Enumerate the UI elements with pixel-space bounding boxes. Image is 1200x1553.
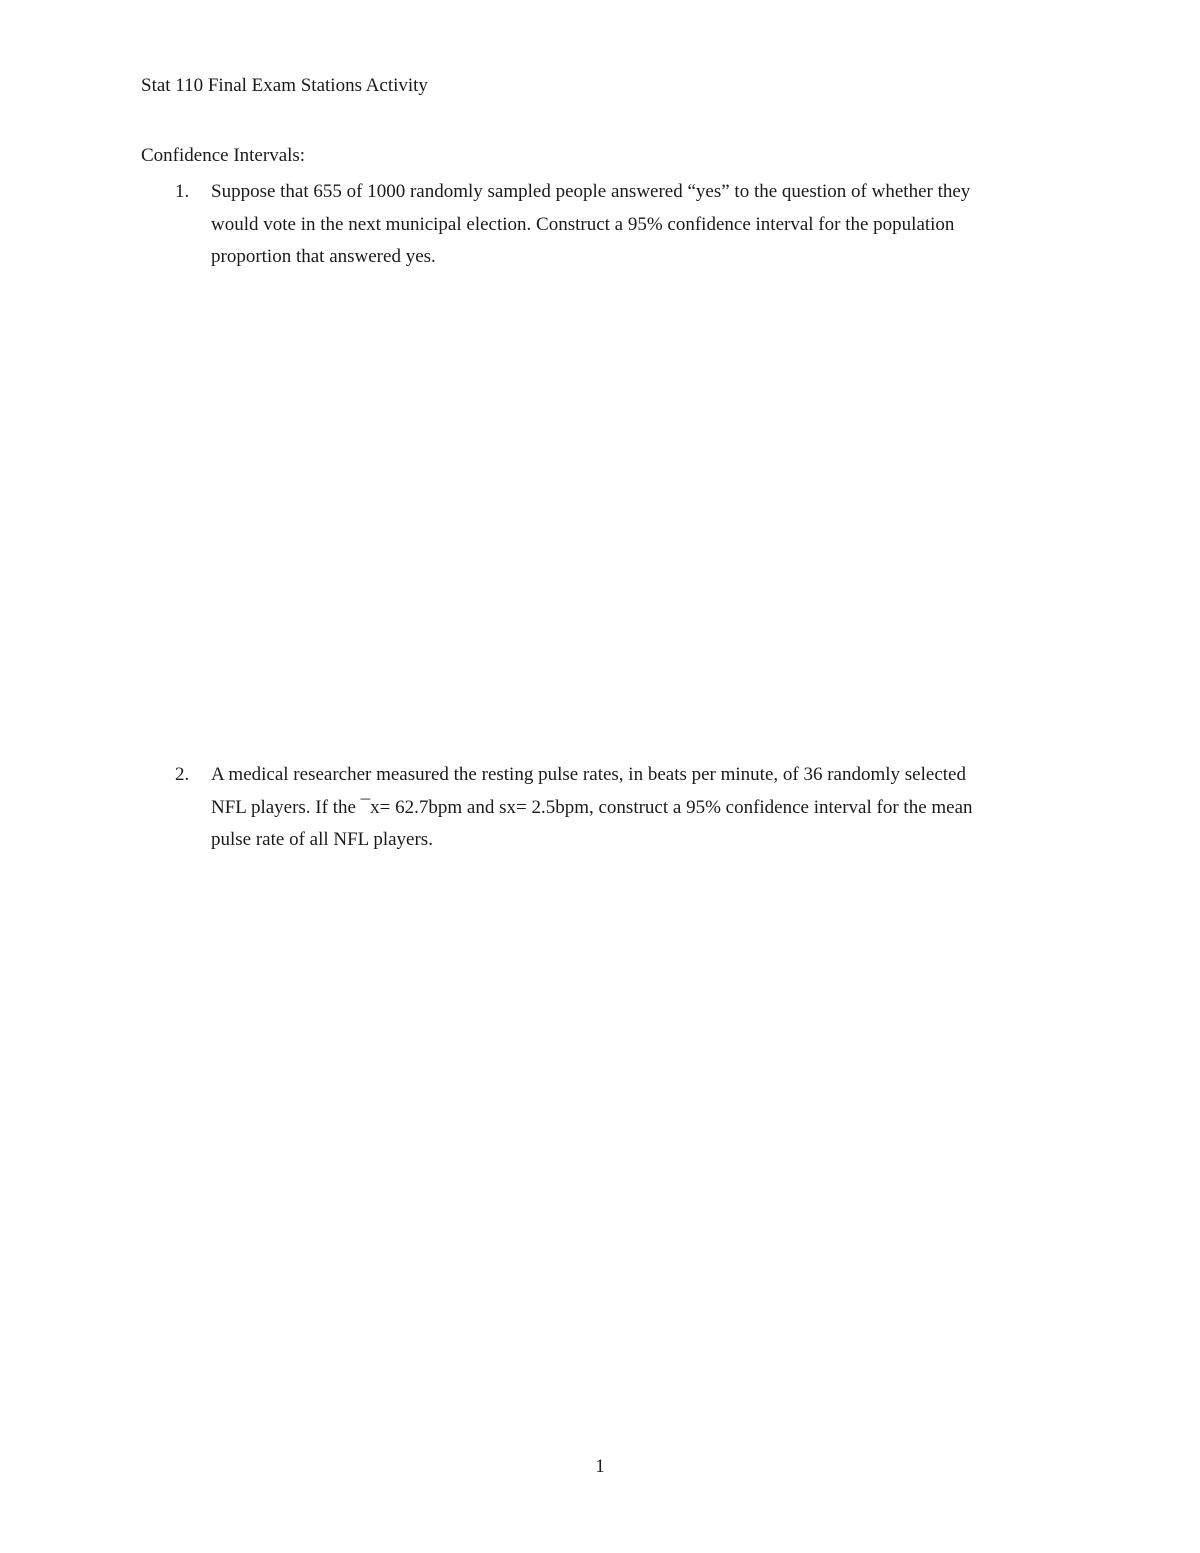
section-heading: Confidence Intervals: bbox=[141, 145, 306, 166]
question-line: Suppose that 655 of 1000 randomly sampled people answered “yes” to the question of whether they bbox=[211, 181, 971, 202]
question-line: would vote in the next municipal election. Construct a 95% confidence interval for the population bbox=[211, 213, 955, 235]
question-number: 2. bbox=[175, 764, 190, 785]
question-line: proportion that answered yes. bbox=[211, 246, 436, 267]
question-number: 1. bbox=[175, 181, 190, 202]
question-text bbox=[211, 759, 1051, 857]
question-text bbox=[211, 176, 1051, 274]
question-line: NFL players. If the ¯x= 62.7bpm and sx= 2.5bpm, construct a 95% confidence interval for the mean bbox=[211, 796, 973, 818]
question-line: A medical researcher measured the resting pulse rates, in beats per minute, of 36 randomly selected bbox=[211, 764, 966, 785]
document-title: Stat 110 Final Exam Stations Activity bbox=[141, 75, 428, 96]
page-number: 1 bbox=[595, 1456, 605, 1477]
question-line: pulse rate of all NFL players. bbox=[211, 829, 433, 850]
